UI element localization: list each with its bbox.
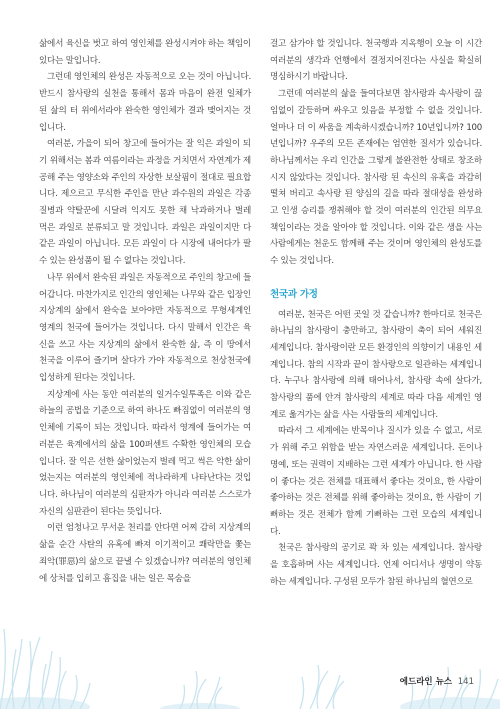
paragraph: 삶에서 육신을 벗고 하여 영인체를 완성시켜야 하는 책임이 있다는 말입니다.	[39, 39, 251, 66]
paragraph: 그런데 여러분의 삶을 들여다보면 참사랑과 속사랑이 끊임없이 갈등하며 싸우고 있음을 부정할 수 없을 것입니다. 얼마나 더 이 싸움을 계속하시겠습니까? 10년입니까? 100년입니까? 우주의 모든 존재에는 엄연한 질서가 있습니다. 하나님께서는 우리 인간을 그렇게 불완전한 상태로 창조하시지 않았다는 것입니다. 참사랑 된 속신의 유혹을 과감히 떨쳐 버리고 속사랑 된 양심의 길을 따라 절대성을 완성하고 인생 승리를 쟁취해야 할 것이 여러분의 인간된 의무요 책임이라는 것을 알아야 할 것입니다. 이와 같은 생을 사는 사람에게는 천운도 함께해 주는 것이며 영인체의 완성도를 수 있는 것입니다.	[270, 89, 482, 267]
paragraph: 천국은 참사랑의 공기로 꽉 차 있는 세계입니다. 참사랑을 호흡하며 사는 세계입니다. 언제 어디서나 생명이 약동하는 세계입니다. 구성된 모두가 참된 하나님의 혈연으로	[270, 543, 482, 587]
left-text-column	[39, 36, 251, 587]
paragraph: 나무 위에서 완숙된 과일은 자동적으로 주인의 창고에 들어갑니다. 마찬가지로 인간의 영인체는 나무와 같은 입장인 지상계의 삶에서 완숙을 보아야만 자동적으로 무형세계인 영계의 천국에 들어가는 것입니다. 다시 말해서 인간은 육신을 쓰고 사는 지상계의 삶에서 완숙한 삶, 즉 이 땅에서 천국을 이루어 즐기며 살다가 가야 자동적으로 천상천국에 입성하게 된다는 것입니다.	[39, 272, 251, 384]
decorative-grass-illustration	[0, 579, 500, 709]
paragraph: 걸고 삼가야 할 것입니다. 천국행과 지옥행이 오늘 이 시간 여러분의 생각과 언행에서 결정지어진다는 사실을 확실히 명심하시기 바랍니다.	[270, 39, 482, 83]
paragraph: 이런 엄청나고 무서운 천리를 안다면 어찌 감히 지상계의 삶을 순간 사탄의 유혹에 빠져 이기적이고 쾌락만을 쫓는 죄악(罪惡)의 삶으로 끝낼 수 있겠습니까? 여러분의 영인체에 상처를 입히고 흠집을 내는 일은 목숨을	[39, 523, 251, 584]
paragraph: 따라서 그 세계에는 반목이나 질시가 있을 수 없고, 서로가 위해 주고 위함을 받는 자연스러운 세계입니다. 돈이나 명예, 또는 권력이 지배하는 그런 세계가 아닙니다. 한 사람이 좋다는 것은 전체를 대표해서 좋다는 것이요, 한 사람이 좋아하는 것은 전체를 위해 좋아하는 것이요, 한 사람이 기뻐하는 것은 전체가 함께 기뻐하는 그런 모습의 세계입니다.	[270, 426, 482, 537]
paragraph: 여러분, 가을이 되어 창고에 들어가는 잘 익은 과일이 되기 위해서는 봄과 여름이라는 과정을 거치면서 자연계가 제공해 주는 영양소와 주인의 자상한 보살핌이 절대로 필요합니다. 제으르고 무식한 주인을 만난 과수원의 과일은 각종 질병과 약탈꾼에 시달려 익지도 못한 채 낙과하거나 벌레 먹은 과일로 분류되고 말 것입니다. 과일은 과일이지만 다 같은 과일이 아닙니다. 모든 과일이 다 시장에 내어다가 팔 수 있는 완성품이 될 수 없다는 것입니다.	[39, 139, 251, 267]
paragraph: 여러분, 천국은 어떤 곳일 것 같습니까? 한마디로 천국은 하나님의 참사랑이 충만하고, 참사랑이 축이 되어 세워진 세계입니다. 참사랑이란 모든 환경인의 의향이기 내용인 세계입니다. 참의 시작과 끝이 참사랑으로 일관하는 세계입니다. 누구나 참사랑에 의해 태어나서, 참사랑 속에 살다가, 참사랑의 품에 안겨 참사랑의 세계로 따라 다음 세계인 영계로 옮겨가는 삶을 사는 사람들의 세계입니다.	[270, 309, 482, 420]
right-text-column	[270, 36, 482, 591]
paragraph: 지상계에 사는 동안 여러분의 일거수일투족은 이와 같은 하늘의 공법을 기준으로 하여 하나도 빠짐없이 여러분의 영인체에 기록이 되는 것입니다. 따라서 영계에 들어가는 여러분은 육계에서의 삶을 100퍼센트 수확한 영인체의 모습입니다. 잘 익은 선한 삶이었는지 벌레 먹고 썩은 악한 삶이었는지는 여러분의 영인체에 적나라하게 나타난다는 것입니다. 하나님이 여러분의 심판자가 아니라 여러분 스스로가 자신의 심판관이 된다는 뜻입니다.	[39, 389, 251, 517]
page-number: 141	[457, 677, 474, 687]
paragraph: 그런데 영인체의 완성은 자동적으로 오는 것이 아닙니다. 반드시 참사랑의 실천을 통해서 몸과 마음이 완전 일체가 된 삶의 터 위에서라야 완숙한 영인체가 결과 맺어지는 것입니다.	[39, 72, 251, 133]
publication-name: 에드라인 뉴스	[399, 677, 452, 687]
section-heading: 천국과 가정	[270, 288, 318, 300]
